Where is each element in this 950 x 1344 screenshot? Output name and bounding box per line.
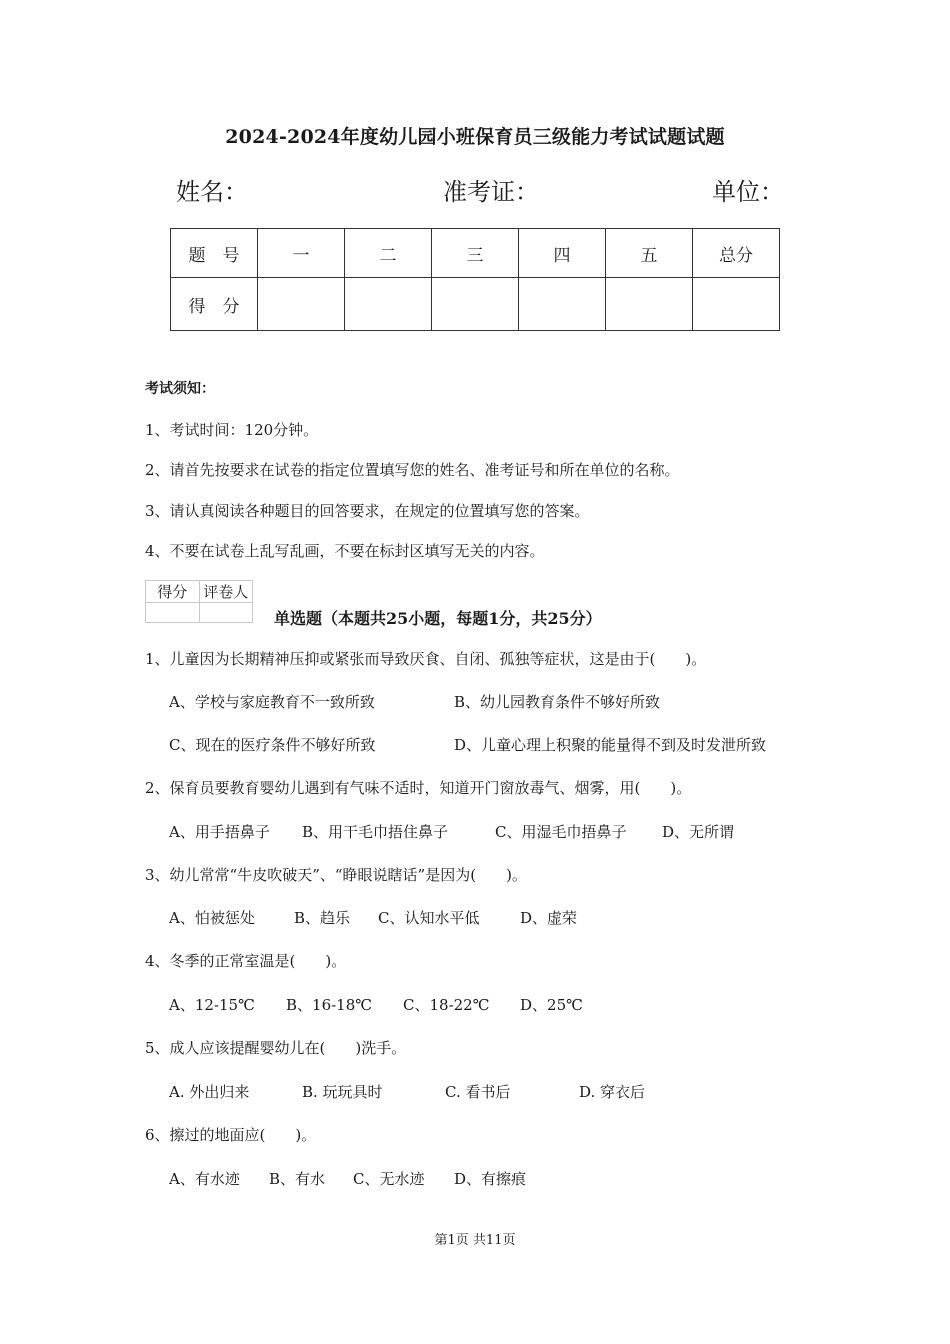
question-option[interactable]: C、无水迹	[353, 1170, 425, 1188]
question-option[interactable]: C. 看书后	[445, 1083, 511, 1101]
question-option[interactable]: D、25℃	[520, 996, 583, 1014]
question-option[interactable]: D、虚荣	[520, 909, 578, 927]
question-option[interactable]: B、有水	[269, 1170, 326, 1188]
score-table	[170, 228, 780, 331]
question-option[interactable]: A、有水迹	[169, 1170, 240, 1188]
grader-box	[145, 580, 253, 623]
score-cell[interactable]	[606, 278, 693, 331]
score-table-header-cell: 一	[258, 229, 345, 278]
question-option[interactable]: D、儿童心理上积聚的能量得不到及时发泄所致	[454, 736, 767, 754]
score-cell[interactable]	[519, 278, 606, 331]
score-cell[interactable]	[432, 278, 519, 331]
question-option[interactable]: A、用手捂鼻子	[169, 823, 270, 841]
question-option[interactable]: C、用湿毛巾捂鼻子	[495, 823, 627, 841]
score-table-header-cell: 五	[606, 229, 693, 278]
question-option[interactable]: D、有擦痕	[454, 1170, 527, 1188]
section-title: 单选题（本题共25小题，每题1分，共25分）	[274, 609, 602, 628]
question-option[interactable]: B. 玩玩具时	[302, 1083, 383, 1101]
notice-item: 3、请认真阅读各种题目的回答要求，在规定的位置填写您的答案。	[145, 502, 590, 520]
notice-heading: 考试须知：	[145, 381, 215, 397]
question-option[interactable]: A、学校与家庭教育不一致所致	[169, 693, 375, 711]
question-option[interactable]: A. 外出归来	[169, 1083, 250, 1101]
score-table-header-cell: 二	[345, 229, 432, 278]
question-option[interactable]: A、怕被惩处	[169, 909, 255, 927]
notice-item: 2、请首先按要求在试卷的指定位置填写您的姓名、准考证号和所在单位的名称。	[145, 461, 680, 479]
notice-item: 1、考试时间：120分钟。	[145, 421, 319, 439]
score-cell[interactable]	[345, 278, 432, 331]
page-footer: 第1页 共11页	[434, 1233, 516, 1248]
exam-number-field-label: 准考证：	[443, 178, 539, 206]
page-title: 2024-2024年度幼儿园小班保育员三级能力考试试题试题	[225, 126, 725, 148]
question-option[interactable]: A、12-15℃	[169, 996, 255, 1014]
question-option[interactable]: B、趋乐	[294, 909, 351, 927]
question-stem: 1、儿童因为长期精神压抑或紧张而导致厌食、自闭、孤独等症状，这是由于( )。	[145, 650, 707, 668]
score-table-header-row	[171, 229, 780, 278]
question-option[interactable]: C、现在的医疗条件不够好所致	[169, 736, 376, 754]
score-table-header-cell: 三	[432, 229, 519, 278]
question-option[interactable]: B、16-18℃	[286, 996, 373, 1014]
name-field-label: 姓名：	[176, 178, 248, 206]
question-option[interactable]: B、幼儿园教育条件不够好所致	[454, 693, 661, 711]
question-stem: 4、冬季的正常室温是( )。	[145, 952, 347, 970]
question-stem: 5、成人应该提醒婴幼儿在( )洗手。	[145, 1039, 407, 1057]
question-option[interactable]: B、用干毛巾捂住鼻子	[302, 823, 449, 841]
score-table-header-cell: 题 号	[171, 229, 258, 278]
question-stem: 3、幼儿常常“牛皮吹破天”、“睁眼说瞎话”是因为( )。	[145, 866, 527, 884]
score-cell[interactable]	[258, 278, 345, 331]
score-row-label: 得 分	[171, 278, 258, 331]
grader-name-cell[interactable]	[199, 603, 253, 623]
question-option[interactable]: D. 穿衣后	[579, 1083, 646, 1101]
score-table-header-cell: 四	[519, 229, 606, 278]
notice-item: 4、不要在试卷上乱写乱画，不要在标封区填写无关的内容。	[145, 542, 545, 560]
question-option[interactable]: C、认知水平低	[378, 909, 480, 927]
score-cell[interactable]	[693, 278, 780, 331]
score-table-header-cell: 总分	[693, 229, 780, 278]
unit-field-label: 单位：	[712, 178, 784, 206]
score-table-score-row	[171, 278, 780, 331]
question-option[interactable]: C、18-22℃	[403, 996, 490, 1014]
grader-score-label: 得分	[146, 581, 200, 603]
question-option[interactable]: D、无所谓	[662, 823, 735, 841]
grader-name-label: 评卷人	[199, 581, 253, 603]
question-stem: 6、擦过的地面应( )。	[145, 1126, 317, 1144]
question-stem: 2、保育员要教育婴幼儿遇到有气味不适时，知道开门窗放毒气、烟雾，用( )。	[145, 779, 692, 797]
grader-score-cell[interactable]	[146, 603, 200, 623]
